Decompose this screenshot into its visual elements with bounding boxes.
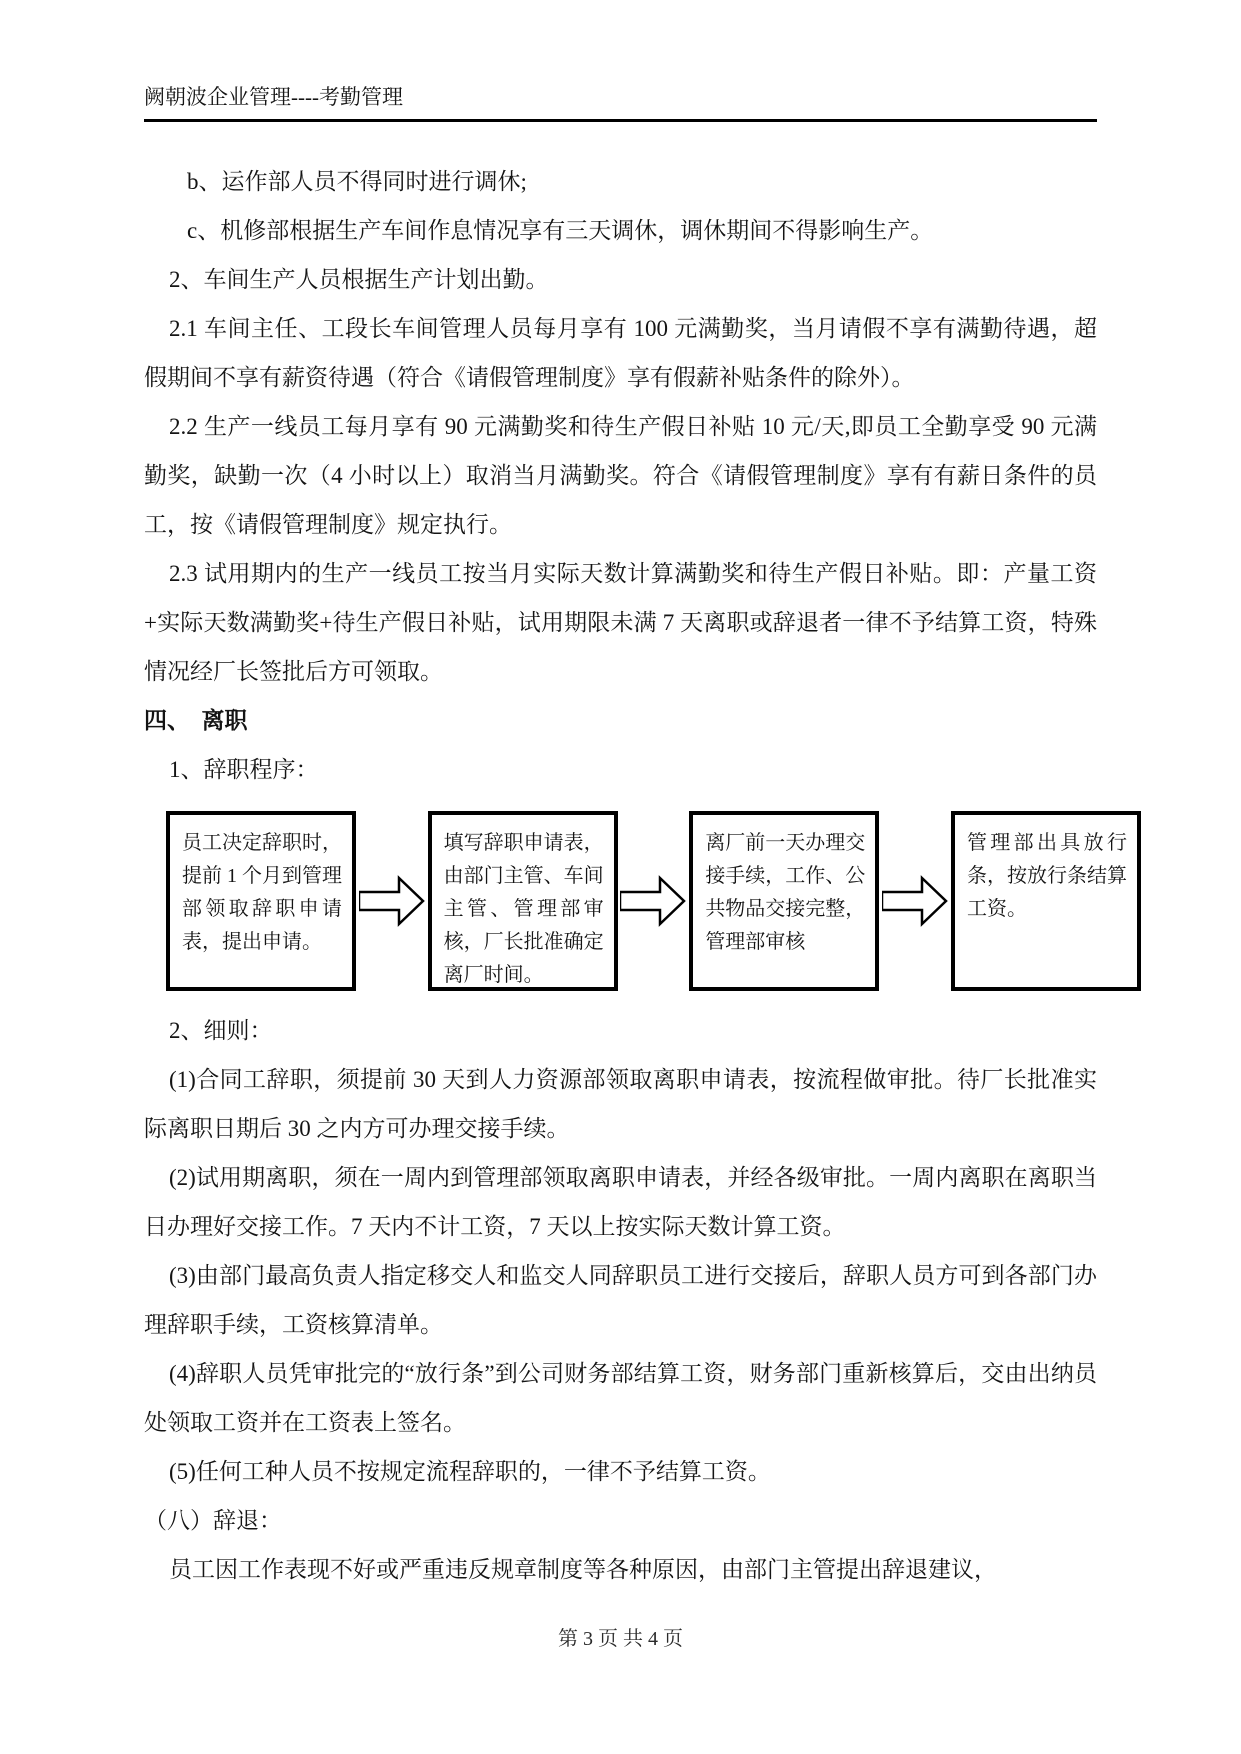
para-item-2-1: 2.1 车间主任、工段长车间管理人员每月享有 100 元满勤奖，当月请假不享有满勤待遇，超假期间不享有薪资待遇（符合《请假管理制度》享有假薪补贴条件的除外）。 [144,316,1097,390]
para-dismissal-intro: 员工因工作表现不好或严重违反规章制度等各种原因，由部门主管提出辞退建议， [169,1557,997,1582]
page-number: 第 3 页 共 4 页 [558,1628,683,1650]
para-rule-1: (1)合同工辞职，须提前 30 天到人力资源部领取离职申请表，按流程做审批。待厂长批准实际离职日期后 30 之内方可办理交接手续。 [144,1067,1097,1141]
para-item-c: c、机修部根据生产车间作息情况享有三天调休，调休期间不得影响生产。 [187,218,934,243]
para-rule-4: (4)辞职人员凭审批完的“放行条”到公司财务部结算工资，财务部门重新核算后，交由出纳员处领取工资并在工资表上签名。 [144,1361,1097,1435]
right-arrow-icon [359,873,425,929]
para-item-2: 2、车间生产人员根据生产计划出勤。 [169,267,549,292]
document-content [144,84,1127,1594]
section-heading-dismissal: （八）辞退： [144,1508,282,1533]
para-rule-2: (2)试用期离职，须在一周内到管理部领取离职申请表，并经各级审批。一周内离职在离职当日办理好交接工作。7 天内不计工资，7 天以上按实际天数计算工资。 [144,1165,1097,1239]
para-item-b: b、运作部人员不得同时进行调休; [187,169,527,194]
flow-step-3: 离厂前一天办理交接手续，工作、公共物品交接完整，管理部审核 [689,811,879,991]
para-item-2-2: 2.2 生产一线员工每月享有 90 元满勤奖和待生产假日补贴 10 元/天,即员工全勤享受 90 元满勤奖，缺勤一次（4 小时以上）取消当月满勤奖。符合《请假管理制度》享有有薪日条件的员工，按《请假管理制度》规定执行。 [144,414,1097,537]
right-arrow-icon [882,873,948,929]
right-arrow-icon [620,873,686,929]
para-rules-label: 2、细则： [169,1018,273,1043]
para-rule-3: (3)由部门最高负责人指定移交人和监交人同辞职员工进行交接后，辞职人员方可到各部门办理辞职手续，工资核算清单。 [144,1263,1097,1337]
flow-step-4: 管理部出具放行条，按放行条结算工资。 [951,811,1141,991]
section-heading-resignation: 四、 离职 [144,708,248,733]
body-text-block [144,157,1127,1594]
document-header-title: 阙朝波企业管理----考勤管理 [144,84,1097,122]
para-resignation-procedure-label: 1、辞职程序： [169,757,319,782]
para-rule-5: (5)任何工种人员不按规定流程辞职的，一律不予结算工资。 [169,1459,771,1484]
flow-step-1: 员工决定辞职时，提前 1 个月到管理部领取辞职申请表，提出申请。 [166,811,356,991]
para-item-2-3: 2.3 试用期内的生产一线员工按当月实际天数计算满勤奖和待生产假日补贴。即：产量工资+实际天数满勤奖+待生产假日补贴，试用期限未满 7 天离职或辞退者一律不予结算工资，特殊情况经厂长签批后方可领取。 [144,561,1097,684]
flow-step-2: 填写辞职申请表，由部门主管、车间主管、管理部审核，厂长批准确定离厂时间。 [428,811,618,991]
resignation-flowchart [166,811,1141,991]
